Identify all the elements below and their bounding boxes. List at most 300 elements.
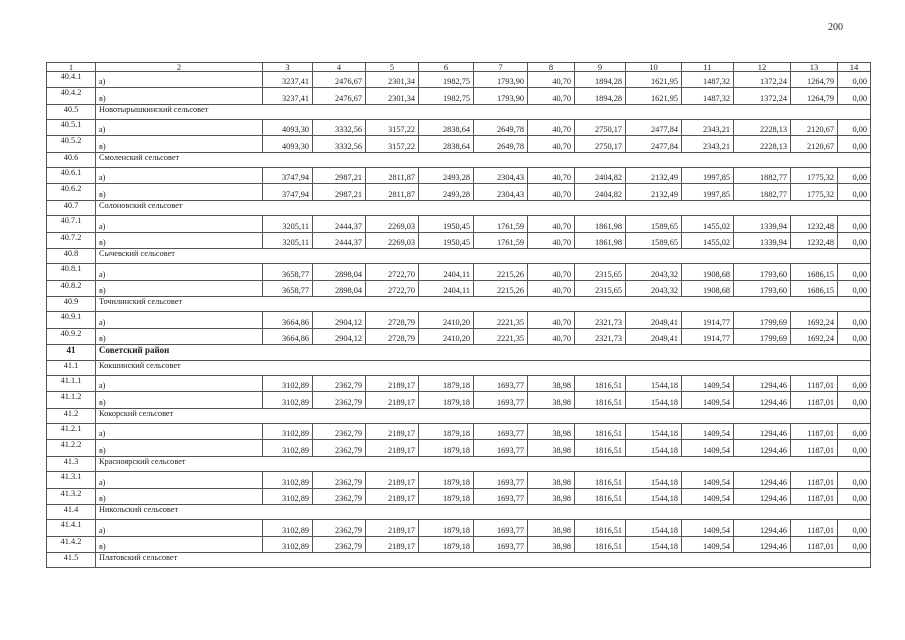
value-cell: 2228,13: [734, 136, 791, 152]
value-cell: 40,70: [528, 136, 575, 152]
value-cell: 2476,67: [313, 88, 366, 104]
value-cell: 2215,26: [474, 280, 528, 296]
value-cell: 1294,46: [734, 472, 791, 488]
value-cell: 3102,89: [263, 376, 313, 392]
column-header: 5: [366, 63, 419, 72]
value-cell: 3205,11: [263, 216, 313, 232]
value-cell: 2404,82: [575, 168, 626, 184]
value-cell: 1294,46: [734, 440, 791, 456]
table-body: [47, 63, 871, 568]
value-cell: 1693,77: [474, 488, 528, 504]
value-cell: 1799,69: [734, 328, 791, 344]
value-cell: 40,70: [528, 120, 575, 136]
value-cell: 1187,01: [791, 392, 838, 408]
value-cell: 0,00: [838, 120, 871, 136]
value-cell: 4093,30: [263, 120, 313, 136]
row-name: а): [96, 424, 263, 440]
row-name: а): [96, 520, 263, 536]
value-cell: 2838,64: [419, 136, 474, 152]
value-cell: 1294,46: [734, 376, 791, 392]
table-row: [47, 120, 871, 136]
value-cell: 3237,41: [263, 72, 313, 88]
value-cell: 1544,18: [626, 536, 682, 552]
value-cell: 1409,54: [682, 536, 734, 552]
value-cell: 4093,30: [263, 136, 313, 152]
value-cell: 1816,51: [575, 520, 626, 536]
table-row: [47, 488, 871, 504]
value-cell: 1544,18: [626, 440, 682, 456]
value-cell: 1693,77: [474, 376, 528, 392]
row-code: 40.4.1: [47, 72, 96, 88]
value-cell: 3157,22: [366, 136, 419, 152]
column-header: 12: [734, 63, 791, 72]
value-cell: 1372,24: [734, 88, 791, 104]
value-cell: 1232,48: [791, 232, 838, 248]
table-row: [47, 312, 871, 328]
value-cell: 0,00: [838, 72, 871, 88]
value-cell: 1686,15: [791, 280, 838, 296]
row-code: 40.5.2: [47, 136, 96, 152]
value-cell: 2189,17: [366, 472, 419, 488]
row-name: Никольский сельсовет: [96, 504, 871, 520]
value-cell: 0,00: [838, 232, 871, 248]
value-cell: 1693,77: [474, 472, 528, 488]
value-cell: 1816,51: [575, 472, 626, 488]
value-cell: 0,00: [838, 472, 871, 488]
value-cell: 2987,21: [313, 184, 366, 200]
row-code: 41.4.1: [47, 520, 96, 536]
value-cell: 38,98: [528, 440, 575, 456]
table-row: [47, 280, 871, 296]
row-code: 40.6.1: [47, 168, 96, 184]
column-header: 14: [838, 63, 871, 72]
value-cell: 1793,90: [474, 72, 528, 88]
value-cell: 2321,73: [575, 312, 626, 328]
value-cell: 40,70: [528, 280, 575, 296]
value-cell: 2221,35: [474, 328, 528, 344]
value-cell: 3664,86: [263, 328, 313, 344]
value-cell: 2493,28: [419, 184, 474, 200]
value-cell: 0,00: [838, 424, 871, 440]
value-cell: 2189,17: [366, 440, 419, 456]
table-row: [47, 472, 871, 488]
value-cell: 40,70: [528, 312, 575, 328]
section-row: [47, 408, 871, 424]
table-row: [47, 424, 871, 440]
row-name: а): [96, 216, 263, 232]
value-cell: 1879,18: [419, 472, 474, 488]
district-row: [47, 345, 871, 361]
value-cell: 1908,68: [682, 280, 734, 296]
table-row: [47, 216, 871, 232]
value-cell: 3237,41: [263, 88, 313, 104]
value-cell: 0,00: [838, 536, 871, 552]
value-cell: 1409,54: [682, 472, 734, 488]
row-code: 40.5.1: [47, 120, 96, 136]
row-code: 41.4.2: [47, 536, 96, 552]
value-cell: 1914,77: [682, 328, 734, 344]
value-cell: 2444,37: [313, 232, 366, 248]
value-cell: 1879,18: [419, 536, 474, 552]
page-number: 200: [828, 22, 843, 33]
value-cell: 1982,75: [419, 88, 474, 104]
value-cell: 2404,11: [419, 280, 474, 296]
row-code: 41.2.1: [47, 424, 96, 440]
value-cell: 1409,54: [682, 376, 734, 392]
value-cell: 1693,77: [474, 392, 528, 408]
value-cell: 2304,43: [474, 168, 528, 184]
row-name: а): [96, 72, 263, 88]
row-code: 41.3.2: [47, 488, 96, 504]
value-cell: 1692,24: [791, 328, 838, 344]
row-name: Советский район: [96, 345, 871, 361]
value-cell: 40,70: [528, 216, 575, 232]
value-cell: 2362,79: [313, 488, 366, 504]
row-code: 41.2.2: [47, 440, 96, 456]
value-cell: 2132,49: [626, 184, 682, 200]
row-name: Смоленский сельсовет: [96, 152, 871, 168]
value-cell: 1487,32: [682, 88, 734, 104]
value-cell: 38,98: [528, 520, 575, 536]
value-cell: 3102,89: [263, 392, 313, 408]
value-cell: 0,00: [838, 440, 871, 456]
value-cell: 1879,18: [419, 440, 474, 456]
row-name: в): [96, 488, 263, 504]
value-cell: 0,00: [838, 392, 871, 408]
column-header: 10: [626, 63, 682, 72]
value-cell: 3102,89: [263, 520, 313, 536]
value-cell: 2404,82: [575, 184, 626, 200]
value-cell: 40,70: [528, 168, 575, 184]
value-cell: 40,70: [528, 232, 575, 248]
value-cell: 0,00: [838, 328, 871, 344]
value-cell: 40,70: [528, 72, 575, 88]
value-cell: 1793,90: [474, 88, 528, 104]
value-cell: 2811,87: [366, 168, 419, 184]
row-name: а): [96, 264, 263, 280]
value-cell: 1294,46: [734, 488, 791, 504]
column-header-row: [47, 63, 871, 72]
row-code: 41.1.2: [47, 392, 96, 408]
row-code: 40.7: [47, 200, 96, 216]
row-code: 41.1: [47, 360, 96, 376]
table-row: [47, 440, 871, 456]
value-cell: 0,00: [838, 264, 871, 280]
value-cell: 2228,13: [734, 120, 791, 136]
value-cell: 1232,48: [791, 216, 838, 232]
value-cell: 2898,04: [313, 280, 366, 296]
value-cell: 1455,02: [682, 232, 734, 248]
value-cell: 1997,85: [682, 168, 734, 184]
value-cell: 3747,94: [263, 168, 313, 184]
row-code: 41.5: [47, 552, 96, 568]
column-header: 8: [528, 63, 575, 72]
value-cell: 2410,20: [419, 328, 474, 344]
value-cell: 0,00: [838, 520, 871, 536]
value-cell: 1409,54: [682, 520, 734, 536]
value-cell: 2215,26: [474, 264, 528, 280]
value-cell: 0,00: [838, 216, 871, 232]
value-cell: 2722,70: [366, 280, 419, 296]
value-cell: 2049,41: [626, 328, 682, 344]
row-name: а): [96, 376, 263, 392]
value-cell: 2493,28: [419, 168, 474, 184]
value-cell: 1879,18: [419, 520, 474, 536]
row-name: в): [96, 136, 263, 152]
row-name: Сычевский сельсовет: [96, 248, 871, 264]
value-cell: 2649,78: [474, 136, 528, 152]
value-cell: 0,00: [838, 280, 871, 296]
value-cell: 0,00: [838, 168, 871, 184]
row-code: 40.9.2: [47, 328, 96, 344]
value-cell: 2189,17: [366, 536, 419, 552]
row-name: в): [96, 392, 263, 408]
value-cell: 38,98: [528, 488, 575, 504]
value-cell: 3658,77: [263, 280, 313, 296]
value-cell: 2649,78: [474, 120, 528, 136]
value-cell: 1775,32: [791, 184, 838, 200]
row-name: Новотырышкинский сельсовет: [96, 104, 871, 120]
value-cell: 2304,43: [474, 184, 528, 200]
value-cell: 1339,94: [734, 216, 791, 232]
row-name: Кокорский сельсовет: [96, 408, 871, 424]
table-row: [47, 136, 871, 152]
row-code: 41.2: [47, 408, 96, 424]
value-cell: 2120,67: [791, 120, 838, 136]
row-code: 41.3: [47, 456, 96, 472]
value-cell: 1861,98: [575, 232, 626, 248]
value-cell: 0,00: [838, 184, 871, 200]
value-cell: 1487,32: [682, 72, 734, 88]
value-cell: 1693,77: [474, 520, 528, 536]
row-code: 41.1.1: [47, 376, 96, 392]
row-code: 41.3.1: [47, 472, 96, 488]
value-cell: 2362,79: [313, 424, 366, 440]
value-cell: 2904,12: [313, 312, 366, 328]
section-row: [47, 296, 871, 312]
value-cell: 3332,56: [313, 120, 366, 136]
value-cell: 2343,21: [682, 120, 734, 136]
value-cell: 1894,28: [575, 88, 626, 104]
value-cell: 2043,32: [626, 280, 682, 296]
value-cell: 2476,67: [313, 72, 366, 88]
value-cell: 40,70: [528, 88, 575, 104]
table-row: [47, 184, 871, 200]
value-cell: 2838,64: [419, 120, 474, 136]
tariff-table: [46, 62, 871, 568]
row-name: а): [96, 312, 263, 328]
value-cell: 3102,89: [263, 424, 313, 440]
value-cell: 1339,94: [734, 232, 791, 248]
value-cell: 2301,34: [366, 88, 419, 104]
value-cell: 1879,18: [419, 376, 474, 392]
section-row: [47, 104, 871, 120]
value-cell: 1693,77: [474, 440, 528, 456]
table-row: [47, 232, 871, 248]
value-cell: 38,98: [528, 376, 575, 392]
value-cell: 1686,15: [791, 264, 838, 280]
row-code: 41: [47, 345, 96, 361]
value-cell: 1544,18: [626, 520, 682, 536]
value-cell: 2477,84: [626, 120, 682, 136]
value-cell: 1409,54: [682, 392, 734, 408]
value-cell: 2898,04: [313, 264, 366, 280]
value-cell: 1761,59: [474, 216, 528, 232]
row-name: в): [96, 280, 263, 296]
value-cell: 3102,89: [263, 488, 313, 504]
row-name: Кокшинский сельсовет: [96, 360, 871, 376]
value-cell: 3102,89: [263, 440, 313, 456]
row-code: 40.8: [47, 248, 96, 264]
value-cell: 3157,22: [366, 120, 419, 136]
section-row: [47, 248, 871, 264]
value-cell: 1409,54: [682, 488, 734, 504]
value-cell: 1621,95: [626, 72, 682, 88]
column-header: 1: [47, 63, 96, 72]
value-cell: 1187,01: [791, 376, 838, 392]
section-row: [47, 504, 871, 520]
value-cell: 38,98: [528, 472, 575, 488]
row-code: 40.9: [47, 296, 96, 312]
value-cell: 1544,18: [626, 488, 682, 504]
value-cell: 1589,65: [626, 216, 682, 232]
value-cell: 2362,79: [313, 440, 366, 456]
row-name: в): [96, 328, 263, 344]
value-cell: 2362,79: [313, 472, 366, 488]
value-cell: 1264,79: [791, 88, 838, 104]
column-header: 2: [96, 63, 263, 72]
column-header: 11: [682, 63, 734, 72]
row-code: 40.9.1: [47, 312, 96, 328]
value-cell: 1879,18: [419, 392, 474, 408]
row-code: 40.7.1: [47, 216, 96, 232]
value-cell: 1882,77: [734, 168, 791, 184]
value-cell: 1816,51: [575, 440, 626, 456]
value-cell: 1187,01: [791, 488, 838, 504]
column-header: 3: [263, 63, 313, 72]
value-cell: 1816,51: [575, 536, 626, 552]
value-cell: 3658,77: [263, 264, 313, 280]
value-cell: 0,00: [838, 136, 871, 152]
value-cell: 2728,79: [366, 328, 419, 344]
value-cell: 0,00: [838, 488, 871, 504]
value-cell: 1294,46: [734, 424, 791, 440]
row-code: 40.6: [47, 152, 96, 168]
row-name: а): [96, 120, 263, 136]
value-cell: 0,00: [838, 88, 871, 104]
value-cell: 1294,46: [734, 520, 791, 536]
value-cell: 1455,02: [682, 216, 734, 232]
value-cell: 1761,59: [474, 232, 528, 248]
value-cell: 1589,65: [626, 232, 682, 248]
table-row: [47, 328, 871, 344]
value-cell: 40,70: [528, 264, 575, 280]
value-cell: 1793,60: [734, 280, 791, 296]
value-cell: 3102,89: [263, 536, 313, 552]
value-cell: 40,70: [528, 328, 575, 344]
value-cell: 2269,03: [366, 232, 419, 248]
value-cell: 2321,73: [575, 328, 626, 344]
row-name: в): [96, 536, 263, 552]
value-cell: 2315,65: [575, 280, 626, 296]
value-cell: 1879,18: [419, 424, 474, 440]
table-row: [47, 264, 871, 280]
value-cell: 1544,18: [626, 376, 682, 392]
value-cell: 2362,79: [313, 392, 366, 408]
value-cell: 1816,51: [575, 392, 626, 408]
value-cell: 1950,45: [419, 216, 474, 232]
section-row: [47, 200, 871, 216]
row-code: 40.5: [47, 104, 96, 120]
value-cell: 1816,51: [575, 376, 626, 392]
value-cell: 1882,77: [734, 184, 791, 200]
row-name: Красноярский сельсовет: [96, 456, 871, 472]
value-cell: 1879,18: [419, 488, 474, 504]
value-cell: 1693,77: [474, 424, 528, 440]
value-cell: 1692,24: [791, 312, 838, 328]
value-cell: 2132,49: [626, 168, 682, 184]
row-name: а): [96, 472, 263, 488]
row-name: в): [96, 184, 263, 200]
table-row: [47, 72, 871, 88]
section-row: [47, 552, 871, 568]
value-cell: 2189,17: [366, 424, 419, 440]
value-cell: 2477,84: [626, 136, 682, 152]
value-cell: 1294,46: [734, 536, 791, 552]
value-cell: 1372,24: [734, 72, 791, 88]
value-cell: 1187,01: [791, 536, 838, 552]
value-cell: 2049,41: [626, 312, 682, 328]
value-cell: 3664,86: [263, 312, 313, 328]
value-cell: 1816,51: [575, 424, 626, 440]
value-cell: 2444,37: [313, 216, 366, 232]
column-header: 7: [474, 63, 528, 72]
value-cell: 1799,69: [734, 312, 791, 328]
value-cell: 0,00: [838, 376, 871, 392]
value-cell: 1409,54: [682, 424, 734, 440]
value-cell: 1409,54: [682, 440, 734, 456]
value-cell: 2722,70: [366, 264, 419, 280]
value-cell: 2043,32: [626, 264, 682, 280]
section-row: [47, 360, 871, 376]
value-cell: 1982,75: [419, 72, 474, 88]
value-cell: 2904,12: [313, 328, 366, 344]
value-cell: 1187,01: [791, 440, 838, 456]
value-cell: 1997,85: [682, 184, 734, 200]
row-name: в): [96, 88, 263, 104]
value-cell: 40,70: [528, 184, 575, 200]
table-row: [47, 168, 871, 184]
value-cell: 2315,65: [575, 264, 626, 280]
value-cell: 2362,79: [313, 520, 366, 536]
value-cell: 2728,79: [366, 312, 419, 328]
value-cell: 2221,35: [474, 312, 528, 328]
row-code: 40.7.2: [47, 232, 96, 248]
value-cell: 1294,46: [734, 392, 791, 408]
value-cell: 3205,11: [263, 232, 313, 248]
column-header: 13: [791, 63, 838, 72]
value-cell: 0,00: [838, 312, 871, 328]
value-cell: 1544,18: [626, 424, 682, 440]
value-cell: 1861,98: [575, 216, 626, 232]
value-cell: 38,98: [528, 536, 575, 552]
row-name: в): [96, 232, 263, 248]
row-code: 40.4.2: [47, 88, 96, 104]
value-cell: 2362,79: [313, 536, 366, 552]
value-cell: 1775,32: [791, 168, 838, 184]
value-cell: 1264,79: [791, 72, 838, 88]
row-code: 41.4: [47, 504, 96, 520]
